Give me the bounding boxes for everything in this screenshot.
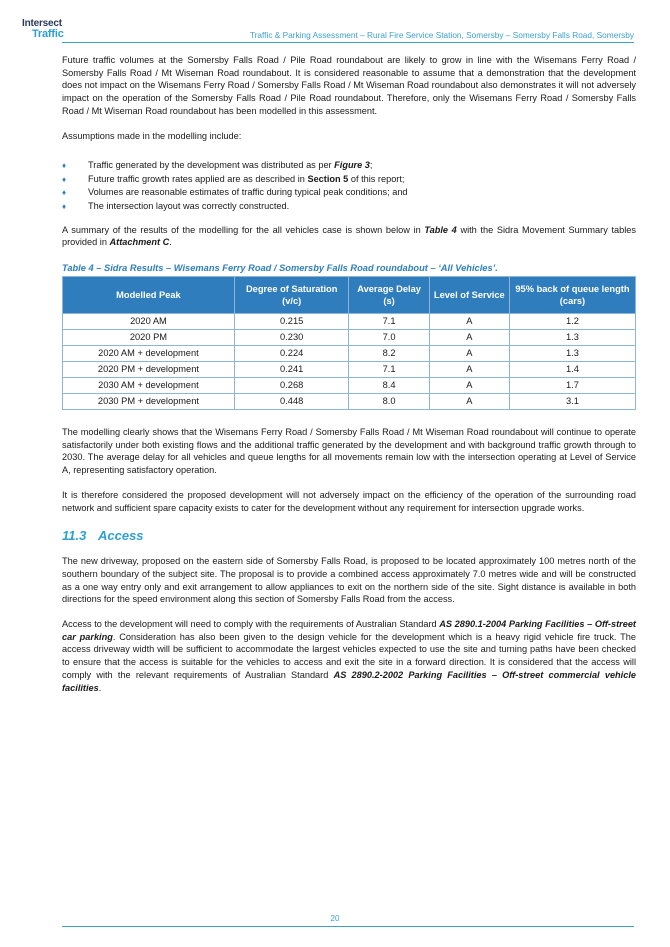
table-row: 2020 PM + development 0.241 7.1 A 1.4 [63, 362, 636, 378]
cross-reference: Section 5 [307, 173, 349, 184]
intro-paragraph-1: Future traffic volumes at the Somersby Falls Road / Pile Road roundabout are likely to grow in line with the Wisemans Ferry Road / Somersby Falls Road / Mt Wiseman Road roundabout. It is considered reasonable to assume that a demonstration that the development does not impact on the Wisemans Ferry Road / Somersby Falls Road / Mt Wiseman Road roundabout also demonstrates it will not adversely impact on the operation of the Somersby Falls Road / Pile Road roundabout. Therefore, only the Wisemans Ferry Road / Somersby Falls Road / Mt Wiseman Road roundabout has been modelled in this assessment. [62, 55, 636, 116]
cross-reference: Figure 3 [334, 160, 370, 171]
assumptions-list [62, 159, 636, 213]
list-item: ♦ Volumes are reasonable estimates of traffic during typical peak conditions; and [62, 186, 636, 200]
column-header: Average Delay (s) [349, 277, 429, 314]
table-header-row [63, 277, 636, 314]
logo-line-1: Intersect [22, 18, 62, 29]
company-logo [22, 18, 82, 42]
results-paragraph: The modelling clearly shows that the Wisemans Ferry Road / Somersby Falls Road / Mt Wiseman Road roundabout will continue to operate satisfactorily under both existing flows and the additional traffic generated by the development and with background traffic growth through to 2030. The average delay for all vehicles and queue lengths for all movements remain low with the intersection operating at Level of Service A, representing satisfactory operation. [62, 427, 636, 476]
table-row: 2030 AM + development 0.268 8.4 A 1.7 [63, 378, 636, 394]
table-row: 2020 PM 0.230 7.0 A 1.3 [63, 330, 636, 346]
page-content [62, 54, 636, 706]
list-item: ♦ The intersection layout was correctly constructed. [62, 200, 636, 214]
diamond-bullet-icon: ♦ [62, 188, 67, 198]
column-header: 95% back of queue length (cars) [509, 277, 635, 314]
logo-line-2: Traffic [32, 28, 64, 40]
intro-paragraph-2: Assumptions made in the modelling include: [62, 130, 242, 141]
access-paragraph-1: The new driveway, proposed on the eastern side of Somersby Falls Road, is proposed to be located approximately 100 metres north of the southern boundary of the subject site. The proposal is to provide a combined access approximately 7.0 metres wide and will be constructed as a one way entry only and exit arrangement to allow appliances to exit on the northern side of the site. Sight distance is available in both directions for the speed environment along this section of Somersby Falls Road from the access. [62, 556, 636, 605]
header-title: Traffic & Parking Assessment – Rural Fire Service Station, Somersby – Somersby Falls Road, Somersby [249, 30, 634, 40]
summary-paragraph: A summary of the results of the modelling for the all vehicles case is shown below in Table 4 with the Sidra Movement Summary tables provided in Attachment C. [62, 224, 636, 248]
list-item: ♦ Future traffic growth rates applied are as described in Section 5 of this report; [62, 173, 636, 187]
section-number: 11.3 [62, 528, 87, 544]
footer-rule [62, 926, 634, 927]
table-row: 2020 AM 0.215 7.1 A 1.2 [63, 314, 636, 330]
diamond-bullet-icon: ♦ [62, 161, 67, 171]
access-paragraph-2: Access to the development will need to comply with the requirements of Australian Standard AS 2890.1-2004 Parking Facilities – Off-street car parking. Consideration has also been given to the design vehicle for the development which is a heavy rigid vehicle fire truck. The access driveway width will be sufficient to accommodate the largest vehicles expected to use the site and turning paths have been checked to ensure that the access is suitable for the vehicles to access and exit the site in a forward direction. It is considered that the access will comply with the relevant requirements of Australian Standard AS 2890.2-2002 Parking Facilities – Off-street commercial vehicle facilities. [62, 619, 636, 693]
diamond-bullet-icon: ♦ [62, 174, 67, 184]
list-item: ♦ Traffic generated by the development was distributed as per Figure 3; [62, 159, 636, 173]
column-header: Modelled Peak [63, 277, 235, 314]
diamond-bullet-icon: ♦ [62, 202, 67, 211]
table-caption: Table 4 – Sidra Results – Wisemans Ferry Road / Somersby Falls Road roundabout – ‘All Vehicles’. [62, 263, 498, 273]
table-row: 2030 PM + development 0.448 8.0 A 3.1 [63, 394, 636, 410]
attachment-reference: Attachment C [109, 237, 170, 248]
column-header: Degree of Saturation (v/c) [234, 277, 349, 314]
standard-reference: AS 2890.2-2002 Parking Facilities – Off-street commercial vehicle facilities [62, 669, 636, 693]
column-header: Level of Service [429, 277, 509, 314]
table-reference: Table 4 [424, 224, 457, 235]
page-number: 20 [330, 914, 340, 923]
section-title: Access [98, 528, 144, 544]
header-rule [62, 42, 634, 43]
table-row: 2020 AM + development 0.224 8.2 A 1.3 [63, 346, 636, 362]
standard-reference: AS 2890.1-2004 Parking Facilities – Off-street car parking [62, 619, 636, 642]
sidra-results-table [62, 276, 636, 410]
conclusion-paragraph: It is therefore considered the proposed development will not adversely impact on the efficiency of the operation of the surrounding road network and sufficient spare capacity exists to cater for the development without any requirement for intersection upgrade works. [62, 489, 636, 513]
section-heading [62, 528, 636, 543]
